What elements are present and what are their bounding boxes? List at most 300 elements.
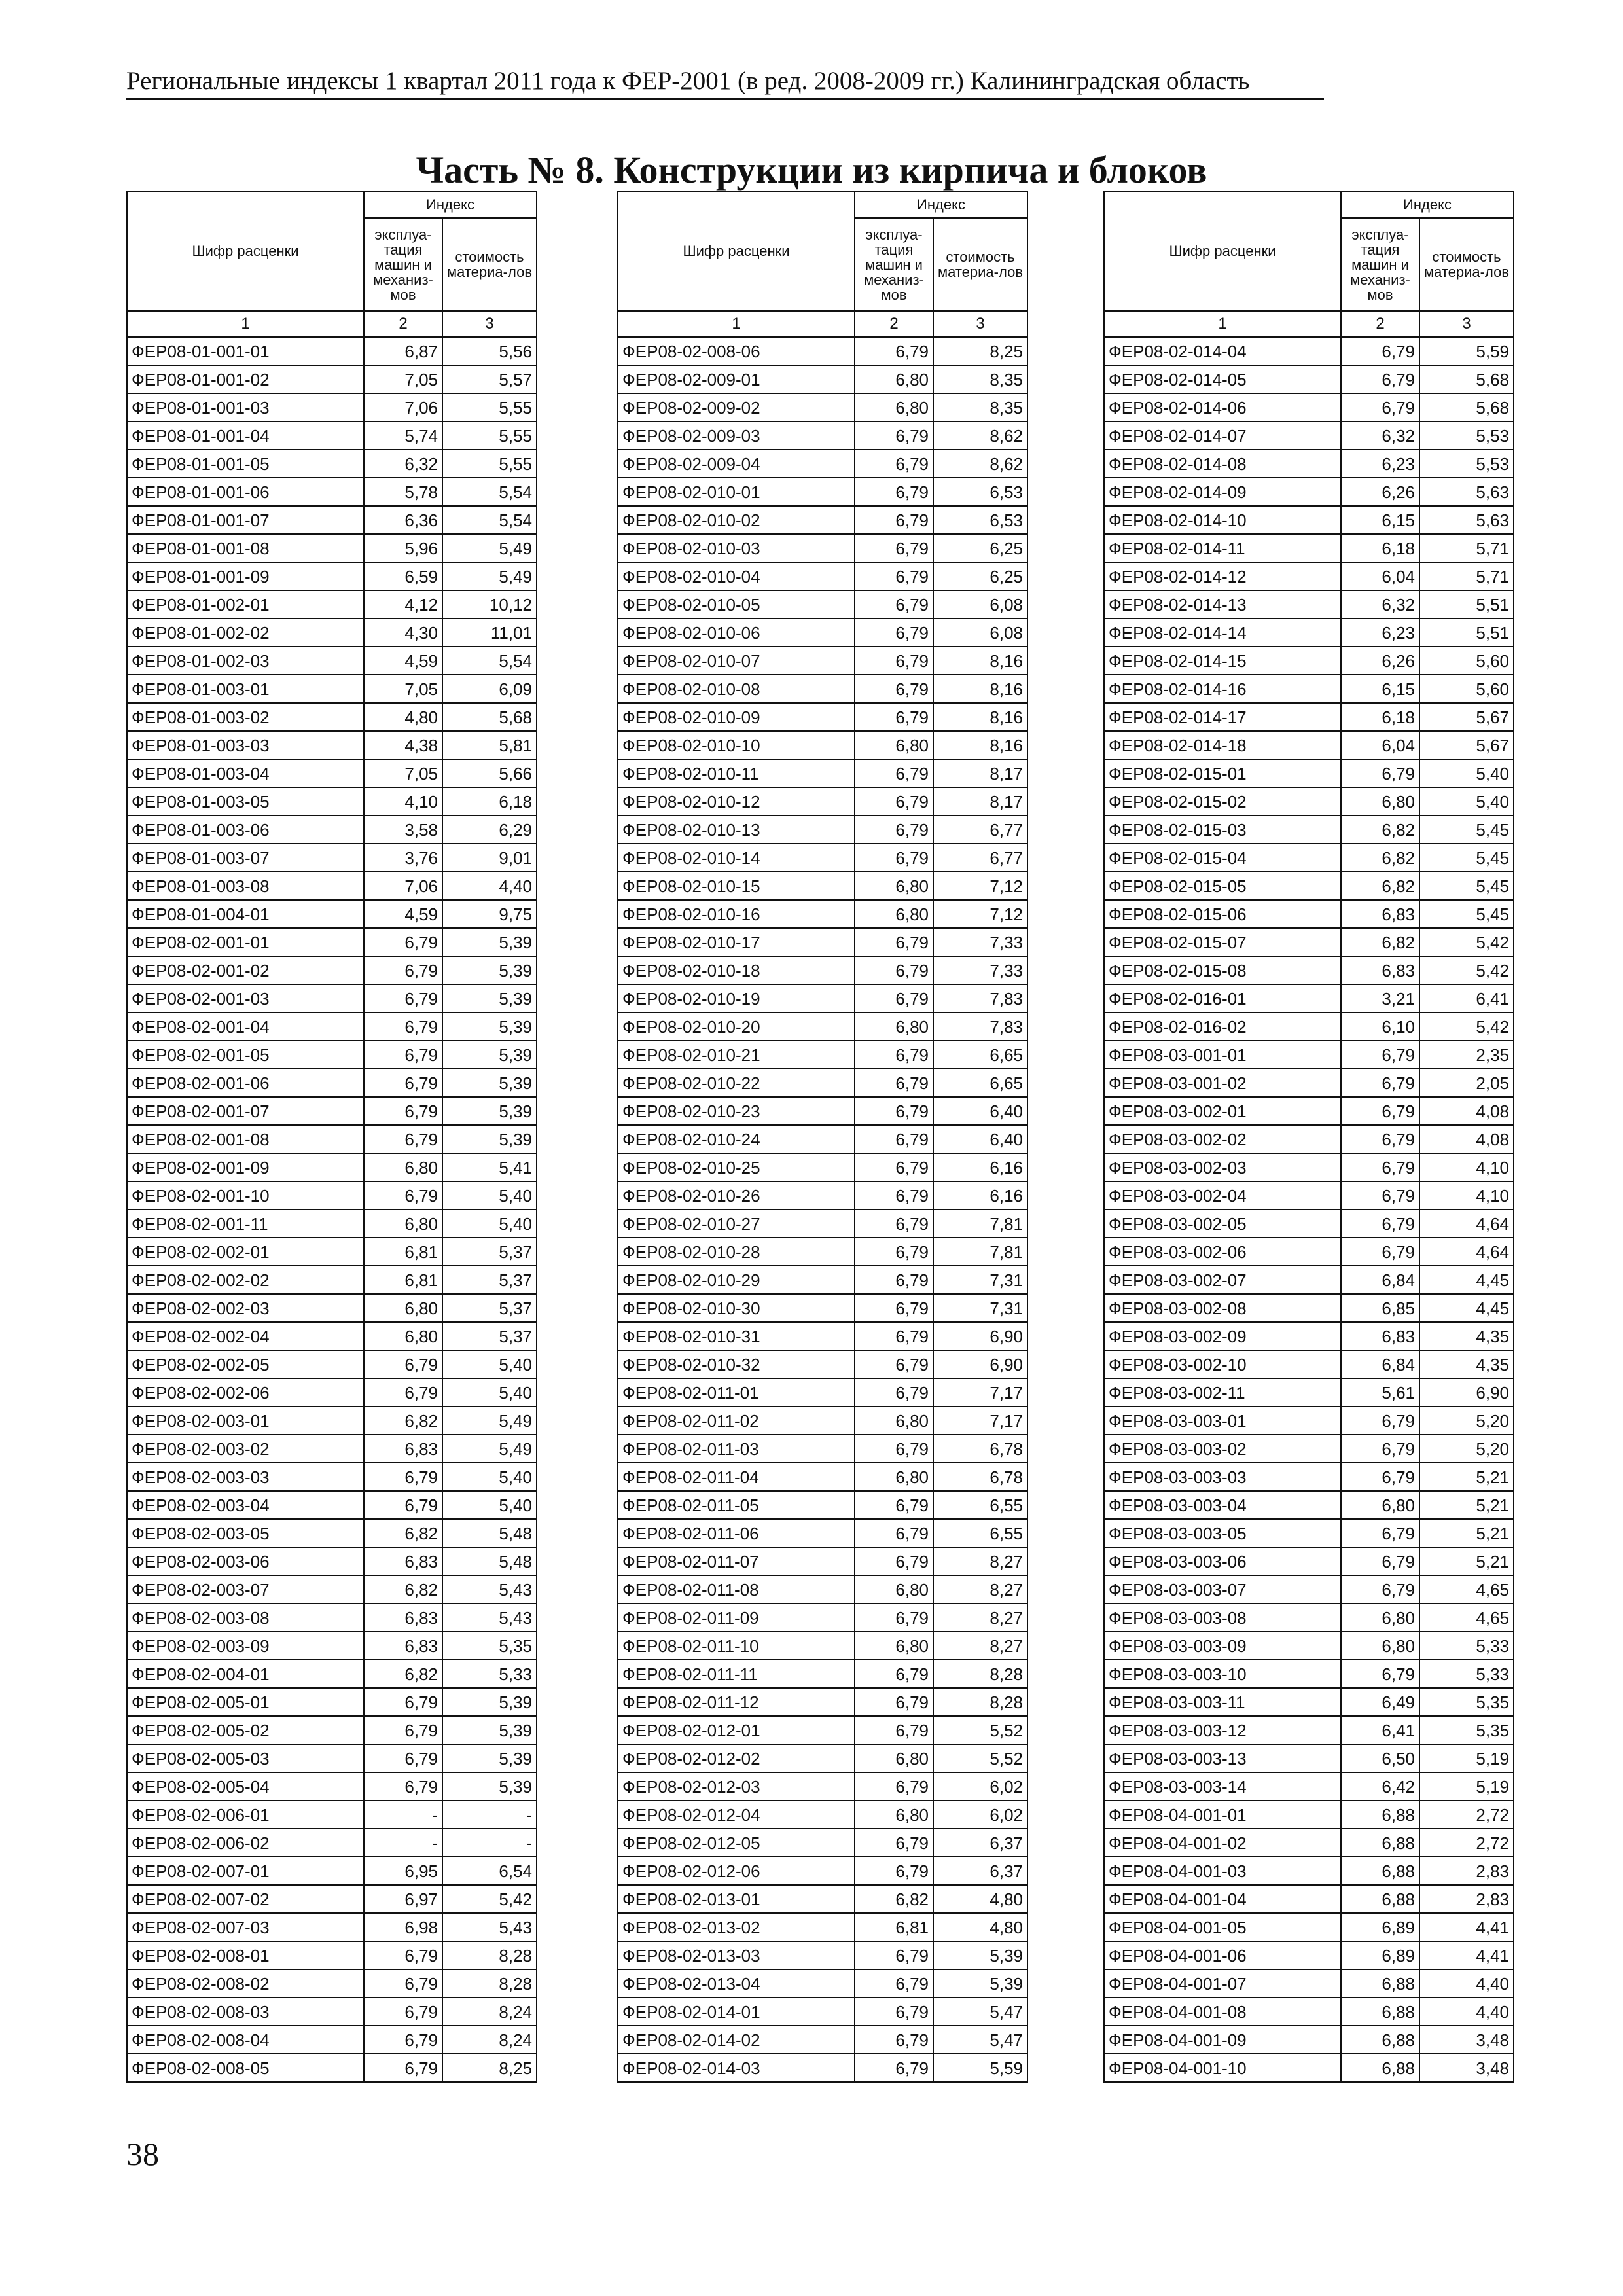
rate-code-cell: ФЕР08-01-001-02 [127,365,364,393]
table-row [618,1350,1027,1378]
rate-code-cell: ФЕР08-01-003-03 [127,731,364,759]
rate-code-cell: ФЕР08-02-014-10 [1104,506,1341,534]
rate-code-cell: ФЕР08-02-011-05 [618,1491,855,1519]
exploitation-index-cell: 6,79 [1341,1575,1419,1604]
materials-index-cell: 5,40 [442,1463,537,1491]
materials-index-cell: 2,05 [1419,1069,1514,1097]
rate-code-cell: ФЕР08-02-010-13 [618,816,855,844]
rate-code-cell: ФЕР08-01-001-05 [127,450,364,478]
rate-code-cell: ФЕР08-02-010-16 [618,900,855,928]
rate-code-cell: ФЕР08-02-001-06 [127,1069,364,1097]
materials-index-cell: 8,17 [933,787,1027,816]
materials-index-cell: 5,51 [1419,590,1514,619]
exploitation-index-cell: 6,81 [855,1913,933,1941]
table-row [127,900,537,928]
rate-code-cell: ФЕР08-02-010-04 [618,562,855,590]
exploitation-index-cell: 6,41 [1341,1716,1419,1744]
table-row [618,1125,1027,1153]
materials-index-cell: 5,20 [1419,1435,1514,1463]
materials-index-cell: 7,17 [933,1407,1027,1435]
exploitation-index-cell: 6,79 [855,1238,933,1266]
exploitation-index-cell: 6,79 [364,956,442,984]
rate-code-cell: ФЕР08-02-015-05 [1104,872,1341,900]
rate-code-cell: ФЕР08-02-008-05 [127,2054,364,2082]
table-row [618,1829,1027,1857]
rate-code-cell: ФЕР08-02-016-01 [1104,984,1341,1013]
table-row [1104,1857,1514,1885]
materials-index-cell: 4,45 [1419,1294,1514,1322]
table-row [618,872,1027,900]
rate-code-cell: ФЕР08-02-012-05 [618,1829,855,1857]
materials-index-cell: 4,41 [1419,1941,1514,1969]
column-header-exploitation: эксплуа-тация машин и механиз-мов [1341,218,1419,311]
materials-index-cell: - [442,1801,537,1829]
exploitation-index-cell: 6,23 [1341,450,1419,478]
materials-index-cell: 5,47 [933,1998,1027,2026]
rate-code-cell: ФЕР08-02-010-21 [618,1041,855,1069]
rate-code-cell: ФЕР08-02-001-03 [127,984,364,1013]
table-row [127,393,537,422]
table-row [618,900,1027,928]
rate-code-cell: ФЕР08-02-002-04 [127,1322,364,1350]
table-row [1104,365,1514,393]
exploitation-index-cell: 6,26 [1341,647,1419,675]
rate-code-cell: ФЕР08-02-014-16 [1104,675,1341,703]
rate-code-cell: ФЕР08-02-005-03 [127,1744,364,1772]
exploitation-index-cell: 6,79 [855,1294,933,1322]
exploitation-index-cell: 6,79 [855,787,933,816]
rate-code-cell: ФЕР08-02-005-04 [127,1772,364,1801]
materials-index-cell: 5,48 [442,1519,537,1547]
materials-index-cell: 6,55 [933,1519,1027,1547]
table-row [127,619,537,647]
table-row [127,1857,537,1885]
materials-index-cell: 5,19 [1419,1744,1514,1772]
table-row [618,787,1027,816]
exploitation-index-cell: 6,80 [855,1744,933,1772]
exploitation-index-cell: 6,79 [1341,337,1419,365]
materials-index-cell: 8,62 [933,422,1027,450]
table-row [127,1407,537,1435]
exploitation-index-cell: 6,80 [1341,1604,1419,1632]
rate-code-cell: ФЕР08-02-011-07 [618,1547,855,1575]
exploitation-index-cell: 6,79 [855,478,933,506]
rate-code-cell: ФЕР08-02-010-01 [618,478,855,506]
rate-code-cell: ФЕР08-02-011-09 [618,1604,855,1632]
materials-index-cell: 5,71 [1419,534,1514,562]
rate-code-cell: ФЕР08-02-003-01 [127,1407,364,1435]
exploitation-index-cell: 5,96 [364,534,442,562]
column-number-1: 1 [1104,311,1341,337]
rate-code-cell: ФЕР08-04-001-09 [1104,2026,1341,2054]
materials-index-cell: 5,37 [442,1266,537,1294]
materials-index-cell: 6,02 [933,1772,1027,1801]
exploitation-index-cell: 6,79 [855,1181,933,1210]
table-row [1104,590,1514,619]
table-row [618,703,1027,731]
rate-code-cell: ФЕР08-02-012-04 [618,1801,855,1829]
materials-index-cell: 5,19 [1419,1772,1514,1801]
exploitation-index-cell: 6,79 [1341,759,1419,787]
exploitation-index-cell: 6,79 [364,1744,442,1772]
table-row [1104,1463,1514,1491]
table-row [127,1069,537,1097]
table-row [618,1660,1027,1688]
materials-index-cell: 5,41 [442,1153,537,1181]
exploitation-index-cell: 6,79 [364,1350,442,1378]
rate-code-cell: ФЕР08-02-014-09 [1104,478,1341,506]
exploitation-index-cell: 6,95 [364,1857,442,1885]
materials-index-cell: 7,31 [933,1294,1027,1322]
table-row [618,844,1027,872]
rate-code-cell: ФЕР08-03-003-03 [1104,1463,1341,1491]
exploitation-index-cell: 6,80 [855,365,933,393]
rate-code-cell: ФЕР08-03-003-09 [1104,1632,1341,1660]
index-table [617,191,1028,2083]
rate-code-cell: ФЕР08-01-002-03 [127,647,364,675]
rate-code-cell: ФЕР08-01-001-03 [127,393,364,422]
rate-code-cell: ФЕР08-02-002-06 [127,1378,364,1407]
exploitation-index-cell: 6,80 [855,393,933,422]
materials-index-cell: 5,63 [1419,506,1514,534]
rate-code-cell: ФЕР08-03-003-05 [1104,1519,1341,1547]
materials-index-cell: 8,25 [442,2054,537,2082]
rate-code-cell: ФЕР08-02-014-03 [618,2054,855,2082]
exploitation-index-cell: 3,76 [364,844,442,872]
table-row [1104,1772,1514,1801]
exploitation-index-cell: 6,81 [364,1266,442,1294]
materials-index-cell: 7,81 [933,1238,1027,1266]
exploitation-index-cell: 3,21 [1341,984,1419,1013]
materials-index-cell: 8,25 [933,337,1027,365]
table-row [618,1407,1027,1435]
column-header-code: Шифр расценки [1104,192,1341,311]
materials-index-cell: 7,17 [933,1378,1027,1407]
rate-code-cell: ФЕР08-02-014-14 [1104,619,1341,647]
table-row [618,1998,1027,2026]
materials-index-cell: 4,80 [933,1913,1027,1941]
rate-code-cell: ФЕР08-02-010-30 [618,1294,855,1322]
materials-index-cell: 5,39 [442,1772,537,1801]
table-row [127,1238,537,1266]
table-row [127,1266,537,1294]
materials-index-cell: 5,39 [933,1941,1027,1969]
exploitation-index-cell: 6,98 [364,1913,442,1941]
materials-index-cell: 5,33 [1419,1660,1514,1688]
rate-code-cell: ФЕР08-01-004-01 [127,900,364,928]
rate-code-cell: ФЕР08-02-013-03 [618,1941,855,1969]
exploitation-index-cell: 6,79 [364,1041,442,1069]
exploitation-index-cell: 6,79 [364,1969,442,1998]
table-row [1104,1604,1514,1632]
rate-code-cell: ФЕР08-04-001-04 [1104,1885,1341,1913]
table-row [127,1632,537,1660]
rate-code-cell: ФЕР08-02-015-01 [1104,759,1341,787]
table-row [618,1013,1027,1041]
table-row [1104,1238,1514,1266]
table-row [127,1885,537,1913]
table-row [1104,928,1514,956]
rate-code-cell: ФЕР08-03-002-06 [1104,1238,1341,1266]
rate-code-cell: ФЕР08-02-010-08 [618,675,855,703]
rate-code-cell: ФЕР08-02-010-20 [618,1013,855,1041]
exploitation-index-cell: 6,79 [855,506,933,534]
rate-code-cell: ФЕР08-01-001-01 [127,337,364,365]
exploitation-index-cell: 6,79 [855,1041,933,1069]
exploitation-index-cell: 6,79 [855,534,933,562]
exploitation-index-cell: 4,10 [364,787,442,816]
table-row [127,1125,537,1153]
materials-index-cell: 6,08 [933,619,1027,647]
materials-index-cell: 2,72 [1419,1801,1514,1829]
exploitation-index-cell: 4,59 [364,647,442,675]
rate-code-cell: ФЕР08-02-002-01 [127,1238,364,1266]
materials-index-cell: 8,35 [933,393,1027,422]
rate-code-cell: ФЕР08-02-010-03 [618,534,855,562]
exploitation-index-cell: 6,32 [1341,422,1419,450]
exploitation-index-cell: 6,80 [1341,787,1419,816]
materials-index-cell: 4,35 [1419,1322,1514,1350]
exploitation-index-cell: 6,79 [855,619,933,647]
table-row [1104,1941,1514,1969]
materials-index-cell: 5,53 [1419,450,1514,478]
rate-code-cell: ФЕР08-03-001-02 [1104,1069,1341,1097]
exploitation-index-cell: 6,83 [364,1604,442,1632]
table-row [618,1547,1027,1575]
rate-code-cell: ФЕР08-02-012-02 [618,1744,855,1772]
materials-index-cell: 6,90 [933,1350,1027,1378]
table-row [618,1491,1027,1519]
rate-code-cell: ФЕР08-02-009-01 [618,365,855,393]
rate-code-cell: ФЕР08-01-001-06 [127,478,364,506]
table-row [127,1688,537,1716]
exploitation-index-cell: 6,82 [1341,928,1419,956]
exploitation-index-cell: 6,79 [855,1322,933,1350]
rate-code-cell: ФЕР08-03-003-14 [1104,1772,1341,1801]
table-row [127,1941,537,1969]
rate-code-cell: ФЕР08-02-002-02 [127,1266,364,1294]
rate-code-cell: ФЕР08-02-010-18 [618,956,855,984]
exploitation-index-cell: 6,83 [1341,956,1419,984]
rate-code-cell: ФЕР08-02-012-03 [618,1772,855,1801]
rate-code-cell: ФЕР08-01-003-01 [127,675,364,703]
column-header-materials: стоимость материа-лов [1419,218,1514,311]
rate-code-cell: ФЕР08-02-007-03 [127,1913,364,1941]
table-row [127,928,537,956]
rate-code-cell: ФЕР08-02-011-03 [618,1435,855,1463]
exploitation-index-cell: - [364,1801,442,1829]
table-row [127,1210,537,1238]
materials-index-cell: 6,77 [933,844,1027,872]
rate-code-cell: ФЕР08-03-002-09 [1104,1322,1341,1350]
rate-code-cell: ФЕР08-02-003-03 [127,1463,364,1491]
exploitation-index-cell: 4,80 [364,703,442,731]
exploitation-index-cell: 6,88 [1341,1801,1419,1829]
rate-code-cell: ФЕР08-02-014-05 [1104,365,1341,393]
materials-index-cell: 8,27 [933,1575,1027,1604]
rate-code-cell: ФЕР08-02-011-10 [618,1632,855,1660]
exploitation-index-cell: 6,82 [364,1519,442,1547]
exploitation-index-cell: 6,79 [855,1069,933,1097]
rate-code-cell: ФЕР08-02-014-12 [1104,562,1341,590]
table-row [618,647,1027,675]
table-row [127,534,537,562]
table-row [618,478,1027,506]
table-row [1104,787,1514,816]
materials-index-cell: 5,40 [442,1350,537,1378]
column-header-materials: стоимость материа-лов [933,218,1027,311]
materials-index-cell: 5,56 [442,337,537,365]
table-row [127,1998,537,2026]
materials-index-cell: 9,75 [442,900,537,928]
materials-index-cell: 5,40 [442,1181,537,1210]
exploitation-index-cell: 6,79 [364,928,442,956]
materials-index-cell: 5,54 [442,647,537,675]
rate-code-cell: ФЕР08-02-015-03 [1104,816,1341,844]
materials-index-cell: 3,48 [1419,2054,1514,2082]
rate-code-cell: ФЕР08-03-003-02 [1104,1435,1341,1463]
table-row [1104,1013,1514,1041]
materials-index-cell: 5,40 [442,1210,537,1238]
rate-code-cell: ФЕР08-02-014-08 [1104,450,1341,478]
exploitation-index-cell: 7,06 [364,393,442,422]
rate-code-cell: ФЕР08-01-003-04 [127,759,364,787]
rate-code-cell: ФЕР08-03-002-03 [1104,1153,1341,1181]
table-row [618,534,1027,562]
table-row [618,506,1027,534]
rate-code-cell: ФЕР08-01-002-01 [127,590,364,619]
rate-code-cell: ФЕР08-02-010-32 [618,1350,855,1378]
materials-index-cell: 5,53 [1419,422,1514,450]
rate-code-cell: ФЕР08-02-008-04 [127,2026,364,2054]
exploitation-index-cell: 6,80 [855,731,933,759]
table-row [618,2054,1027,2082]
exploitation-index-cell: 6,79 [364,1125,442,1153]
exploitation-index-cell: 6,80 [855,1407,933,1435]
materials-index-cell: 5,59 [1419,337,1514,365]
materials-index-cell: 5,40 [1419,759,1514,787]
table-row [1104,506,1514,534]
rate-code-cell: ФЕР08-02-003-05 [127,1519,364,1547]
materials-index-cell: 7,12 [933,900,1027,928]
table-row [1104,1378,1514,1407]
table-row [127,422,537,450]
table-row [618,1238,1027,1266]
exploitation-index-cell: 6,83 [364,1632,442,1660]
exploitation-index-cell: 6,82 [1341,872,1419,900]
rate-code-cell: ФЕР08-02-016-02 [1104,1013,1341,1041]
exploitation-index-cell: 6,79 [364,2054,442,2082]
rate-code-cell: ФЕР08-02-015-08 [1104,956,1341,984]
materials-index-cell: 4,41 [1419,1913,1514,1941]
exploitation-index-cell: 6,80 [1341,1632,1419,1660]
column-header-index: Индекс [855,192,1027,218]
materials-index-cell: 5,39 [933,1969,1027,1998]
rate-code-cell: ФЕР08-02-001-02 [127,956,364,984]
table-row [618,1969,1027,1998]
exploitation-index-cell: 6,79 [1341,1407,1419,1435]
rate-code-cell: ФЕР08-02-003-09 [127,1632,364,1660]
exploitation-index-cell: 6,79 [1341,1153,1419,1181]
materials-index-cell: 5,49 [442,562,537,590]
exploitation-index-cell: 6,79 [855,422,933,450]
materials-index-cell: 4,40 [1419,1998,1514,2026]
table-row [1104,619,1514,647]
column-number-3: 3 [442,311,537,337]
materials-index-cell: 8,16 [933,703,1027,731]
materials-index-cell: 6,40 [933,1097,1027,1125]
exploitation-index-cell: 6,79 [855,1491,933,1519]
rate-code-cell: ФЕР08-01-001-08 [127,534,364,562]
materials-index-cell: 4,10 [1419,1153,1514,1181]
rate-code-cell: ФЕР08-02-005-01 [127,1688,364,1716]
materials-index-cell: 7,83 [933,1013,1027,1041]
table-row [1104,1153,1514,1181]
exploitation-index-cell: 6,88 [1341,2054,1419,2082]
rate-code-cell: ФЕР08-02-011-11 [618,1660,855,1688]
materials-index-cell: 6,37 [933,1857,1027,1885]
column-number-2: 2 [364,311,442,337]
table-row [127,984,537,1013]
exploitation-index-cell: 6,79 [1341,393,1419,422]
table-row [127,1519,537,1547]
exploitation-index-cell: 6,79 [855,1125,933,1153]
rate-code-cell: ФЕР08-02-001-07 [127,1097,364,1125]
exploitation-index-cell: 6,59 [364,562,442,590]
exploitation-index-cell: 6,79 [364,1378,442,1407]
exploitation-index-cell: 6,79 [1341,1210,1419,1238]
table-row [1104,1350,1514,1378]
rate-code-cell: ФЕР08-01-003-06 [127,816,364,844]
materials-index-cell: 7,83 [933,984,1027,1013]
exploitation-index-cell: 6,80 [855,1575,933,1604]
exploitation-index-cell: 6,79 [1341,1547,1419,1575]
materials-index-cell: 4,65 [1419,1575,1514,1604]
exploitation-index-cell: 4,12 [364,590,442,619]
rate-code-cell: ФЕР08-02-006-02 [127,1829,364,1857]
table-row [618,1857,1027,1885]
table-row [1104,956,1514,984]
materials-index-cell: 5,54 [442,506,537,534]
exploitation-index-cell: 6,79 [1341,1660,1419,1688]
rate-code-cell: ФЕР08-02-010-31 [618,1322,855,1350]
materials-index-cell: 5,55 [442,393,537,422]
rate-code-cell: ФЕР08-02-001-05 [127,1041,364,1069]
table-row [127,1744,537,1772]
column-header-code: Шифр расценки [127,192,364,311]
materials-index-cell: 6,09 [442,675,537,703]
column-number-1: 1 [618,311,855,337]
rate-code-cell: ФЕР08-02-010-19 [618,984,855,1013]
part-title: Часть № 8. Конструкции из кирпича и блоков [416,149,1207,191]
materials-index-cell: 5,40 [442,1378,537,1407]
table-row [618,1266,1027,1294]
table-row [1104,422,1514,450]
exploitation-index-cell: 6,85 [1341,1294,1419,1322]
materials-index-cell: 6,90 [933,1322,1027,1350]
exploitation-index-cell: 5,61 [1341,1378,1419,1407]
exploitation-index-cell: 6,79 [364,1097,442,1125]
materials-index-cell: 7,33 [933,928,1027,956]
rate-code-cell: ФЕР08-02-001-09 [127,1153,364,1181]
exploitation-index-cell: 6,10 [1341,1013,1419,1041]
exploitation-index-cell: 6,15 [1341,506,1419,534]
table-row [1104,1998,1514,2026]
materials-index-cell: 4,65 [1419,1604,1514,1632]
materials-index-cell: 6,37 [933,1829,1027,1857]
exploitation-index-cell: 6,79 [1341,1097,1419,1125]
rate-code-cell: ФЕР08-02-013-01 [618,1885,855,1913]
